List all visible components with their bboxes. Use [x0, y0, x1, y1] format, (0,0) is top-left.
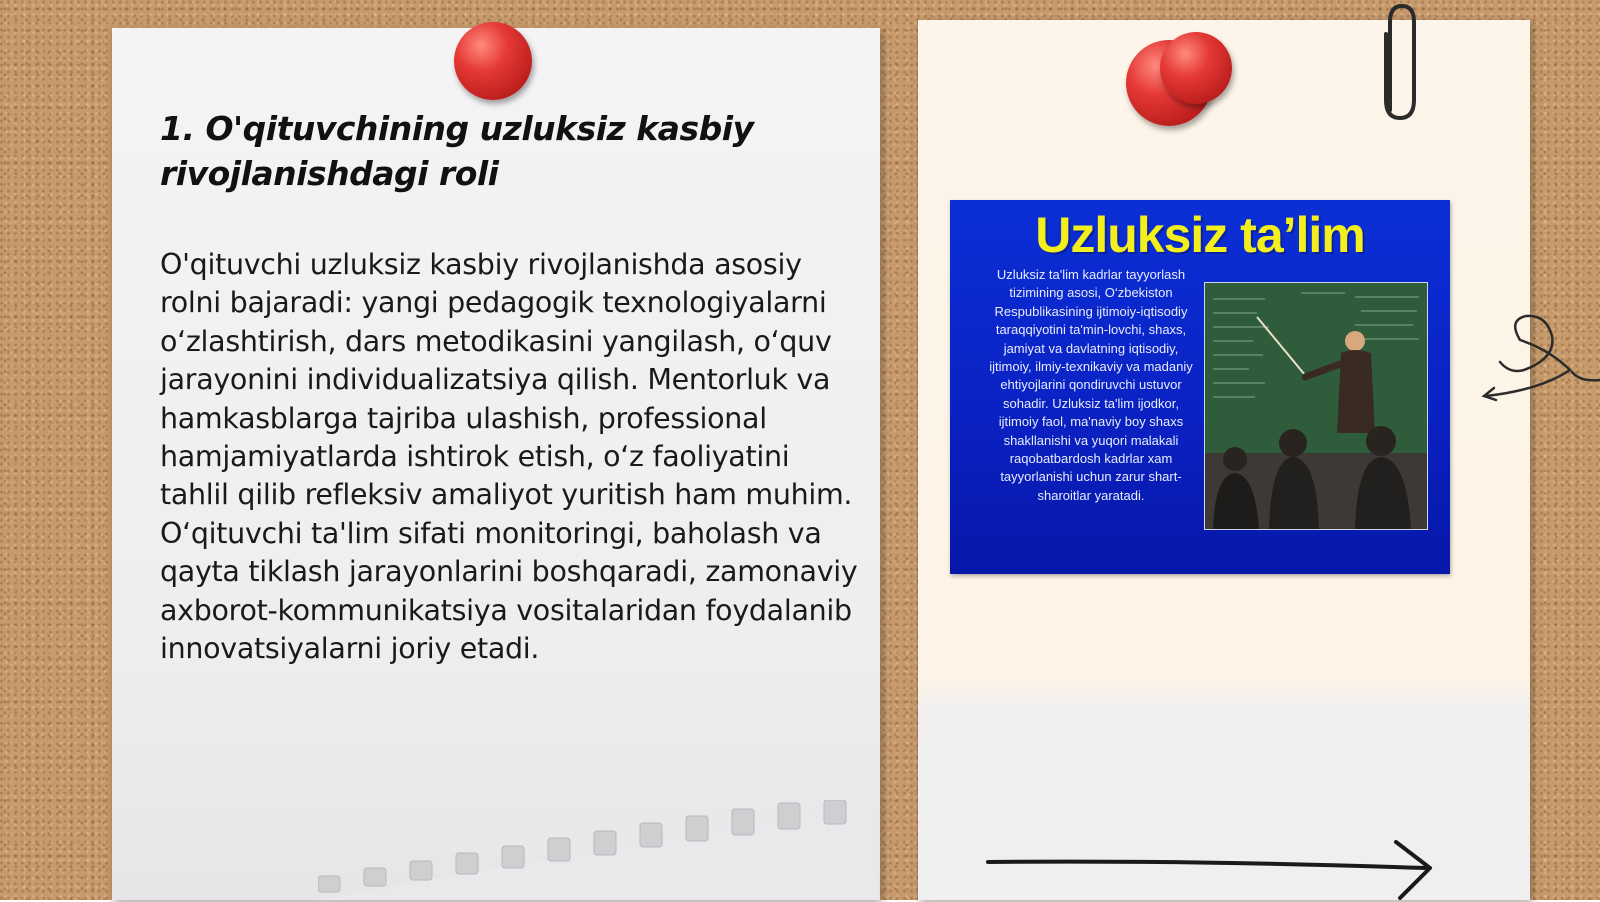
push-pin-icon — [454, 22, 532, 100]
torn-edge-decoration — [318, 800, 878, 900]
loop-doodle-icon — [1480, 310, 1600, 410]
classroom-photo — [1204, 282, 1428, 530]
push-pin-icon — [1160, 32, 1232, 104]
card-title: 1. O'qituvchining uzluksiz kasbiy rivojlanishdagi roli — [160, 109, 754, 193]
slide-text: Uzluksiz ta'lim kadrlar tayyorlash tizimining asosi, O‘zbekiston Respublikasining ijtimoiy-iqtisodiy taraqqiyotini ta'min-lovchi, shaxs, jamiyat va davlatning iqtisodiy, ijtimoiy, ilmiy-texnikaviy va madaniy ehtiyojlarini qondiruvchi ustuvor sohadir. Uzluksiz ta'lim ijodkor, ijtimoiy faol, ma'naviy boy shaxs shakllanishi va yuqori malakali raqobatbardosh kadrlar xam tayyorlanishi uchun zarur shart-sharoitlar yaratadi. — [989, 267, 1193, 503]
slide-image — [950, 200, 1450, 574]
paper-clip-icon — [1376, 0, 1422, 126]
arrow-right-icon — [986, 838, 1446, 902]
slide-title: Uzluksiz ta’lim — [1035, 207, 1365, 263]
card-body-text: O'qituvchi uzluksiz kasbiy rivojlanishda asosiy rolni bajaradi: yangi pedagogik texnologiyalarni oʻzlashtirish, dars metodikasini yangilash, oʻquv jarayonini individualizatsiya qilish. Mentorluk va hamkasblarga tajriba ulashish, professional hamjamiyatlarda ishtirok etish, oʻz faoliyatini tahlil qilib refleksiv amaliyot yuritish ham muhim. Oʻqituvchi ta'lim sifati monitoringi, baholash va qayta tiklash jarayonlarini boshqaradi, zamonaviy axborot-kommunikatsiya vositalaridan foydalanib innovatsiyalarni joriy etadi. — [160, 248, 858, 666]
